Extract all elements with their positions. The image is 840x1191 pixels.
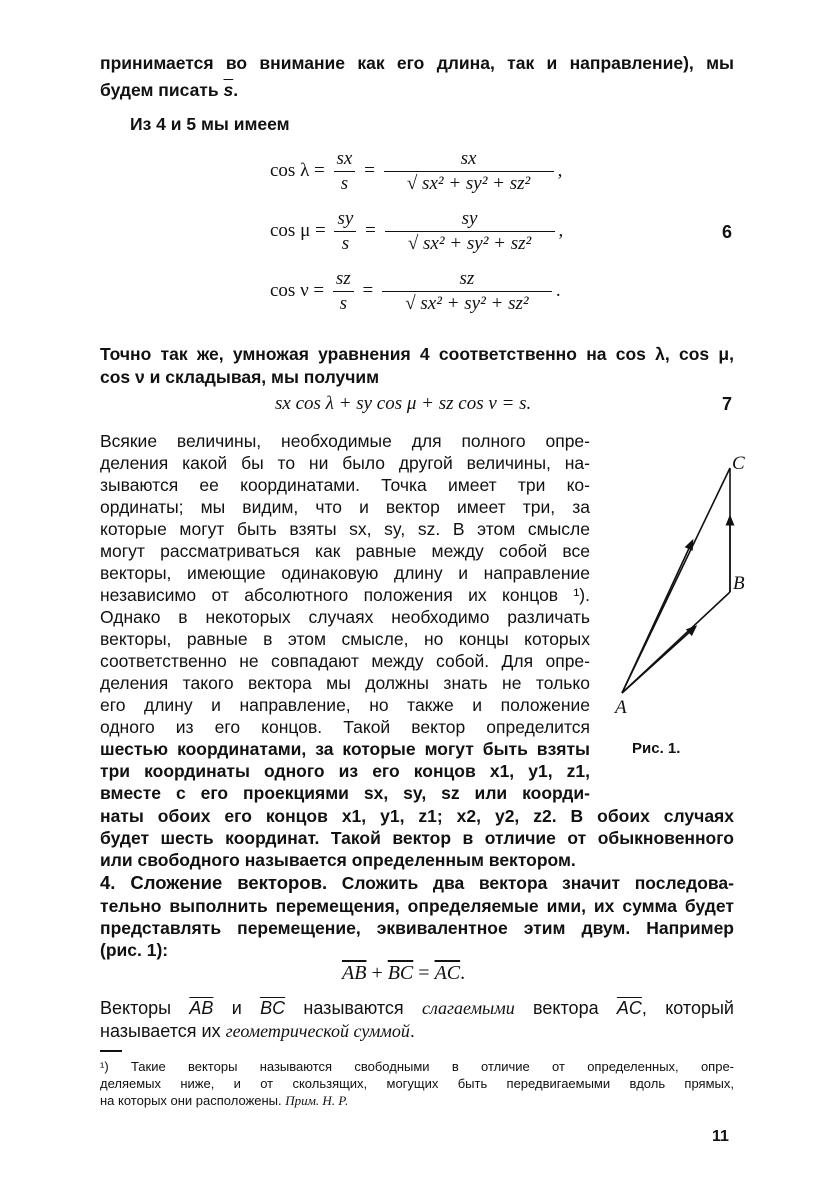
page-number: 11 (712, 1128, 729, 1145)
text-line: векторы, имеющие одинаковую длину и направление (100, 563, 590, 583)
numerator: sy (334, 208, 356, 232)
text-line: будет шесть координат. Такой вектор в отличие от обыкновенного (100, 828, 734, 848)
vector-ab: $\overline{AB}$ (342, 962, 367, 984)
vector-bc: $\overline{BC}$ (260, 998, 286, 1018)
text-span: вектора (514, 998, 617, 1018)
text-line: зываются ее координатами. Точка имеет три ко- (100, 475, 590, 495)
fraction (334, 208, 356, 255)
text-line: деления какой бы то ни было другой величины, на- (100, 453, 590, 473)
vector-symbol: $\overline{s}$ (223, 80, 234, 100)
section-heading: 4. Сложение векторов. (100, 872, 328, 893)
text-line: вместе с его проекциями sx, sy, sz или коорди- (100, 783, 590, 803)
point-b-label: B (733, 573, 745, 594)
text-line (100, 1020, 734, 1042)
equation-number-7: 7 (722, 394, 733, 414)
text-line: соответственно не совпадают между собой. Для опре- (100, 651, 590, 671)
denominator: √ sx² + sy² + sz² (406, 173, 531, 194)
point-a-label: A (615, 697, 627, 718)
vector-ac: $\overline{AC}$ (616, 998, 642, 1018)
italic-term: геометрической суммой (225, 1021, 410, 1041)
numerator: sx (334, 148, 356, 172)
vector-bc: $\overline{BC}$ (387, 962, 414, 984)
denominator: √ sx² + sy² + sz² (407, 233, 532, 254)
vector-ab: $\overline{AB}$ (189, 998, 214, 1018)
text-line: векторы, равные в этом смысле, но концы которых (100, 629, 590, 649)
text-line: могут рассматриваться как равные между собой все (100, 541, 590, 561)
footnote-rule (100, 1050, 122, 1052)
text-span: Векторы (100, 998, 190, 1018)
text-line: Точно так же, умножая уравнения 4 соответственно на cos λ, cos μ, (100, 344, 734, 364)
text-line: представлять перемещение, эквивалентное этим двум. Например (100, 918, 734, 938)
text-line: наты обоих его концов x1, y1, z1; x2, y2, z2. В обоих случаях (100, 806, 734, 826)
point-c-label: C (732, 453, 745, 474)
text-line: Всякие величины, необходимые для полного опре- (100, 431, 590, 451)
fraction (384, 148, 554, 195)
denominator: s (340, 173, 349, 194)
section-heading-line (100, 872, 734, 894)
plus-sign: + (366, 962, 388, 984)
vector-ab-arrow (622, 629, 693, 693)
text-line: три координаты одного из его концов x1, y1, z1, (100, 761, 590, 781)
equation-7 (275, 393, 531, 415)
text-line: одного из его концов. Такой вектор определится (100, 717, 590, 737)
eq7-expr: sx cos λ + sy cos μ + sz cos ν = s. (275, 393, 532, 414)
vector-figure (600, 440, 740, 740)
numerator: sx (384, 148, 554, 172)
text-line: независимо от абсолютного положения их концов ¹). (100, 585, 590, 605)
text-span: . (233, 80, 239, 100)
intro-text: Из 4 и 5 мы имеем (130, 114, 290, 134)
text-line: cos ν и складывая, мы получим (100, 367, 380, 387)
text-line: шестью координатами, за которые могут быть взяты (100, 739, 590, 759)
numerator: sy (385, 208, 555, 232)
fraction (334, 148, 356, 195)
footnote-line (100, 1092, 734, 1109)
text-span: . (409, 1021, 415, 1041)
numerator: sz (382, 268, 552, 292)
denominator: s (339, 293, 347, 314)
denominator: √ sx² + sy² + sz² (405, 293, 529, 314)
numerator: sz (333, 268, 354, 292)
footnote-line: деляемых ниже, и от скользящих, могущих быть передвигаемыми вдоль прямых, (100, 1076, 734, 1091)
eq-lhs: cos ν = (270, 279, 325, 301)
text-line: которые могут быть взяты sx, sy, sz. В этом смысле (100, 519, 590, 539)
eq-end: . (460, 962, 466, 984)
text-line: ординаты; мы видим, что и вектор имеет три, за (100, 497, 590, 517)
text-line (100, 79, 734, 101)
footnote-line: ¹) Такие векторы называются свободными в отличие от определенных, опре- (100, 1059, 734, 1074)
text-span: Сложить два вектора значит последова- (327, 873, 734, 893)
text-span: называется их (100, 1021, 226, 1041)
text-line (100, 997, 734, 1019)
fraction (385, 208, 555, 255)
text-line: тельно выполнить перемещения, определяемые ими, их сумма будет (100, 896, 734, 916)
eq-end: , (558, 219, 564, 241)
text-line: деления такого вектора мы должны знать не только (100, 673, 590, 693)
text-span: на которых они расположены. (100, 1093, 286, 1108)
denominator: s (341, 233, 350, 254)
text-line: его длину и направление, но также и положение (100, 695, 590, 715)
equation-row-1: cos λ = $\frac{sx}{s}$ = $\frac{sx}{\text{√ sx² + sy² + sz²}}$ , (270, 148, 563, 194)
text-span: будем писать (100, 80, 224, 100)
text-line: (рис. 1): (100, 940, 169, 960)
vector-sum-equation (342, 962, 465, 985)
vector-ac-arrow (622, 544, 691, 693)
equation-row-3: cos ν = $\frac{sz}{s}$ = $\frac{sz}{\text{√ sx² + sy² + sz²}}$ . (270, 268, 561, 314)
figure-caption: Рис. 1. (632, 740, 681, 757)
equation-row-2: cos μ = $\frac{sy}{s}$ = $\frac{sy}{\text{√ sx² + sy² + sz²}}$ , (270, 208, 564, 254)
fraction (333, 268, 354, 315)
eq-lhs: cos μ = (270, 219, 326, 241)
fraction (382, 268, 552, 315)
text-span: и (213, 998, 261, 1018)
eq-lhs: cos λ = (270, 159, 325, 181)
text-line: Однако в некоторых случаях необходимо различать (100, 607, 590, 627)
text-line: или свободного называется определенным вектором. (100, 850, 576, 870)
text-span: , который (641, 998, 734, 1018)
italic-term: слагаемыми (421, 998, 515, 1018)
vector-ac: $\overline{AC}$ (434, 962, 461, 984)
footnote-note: Прим. Н. Р. (285, 1093, 349, 1108)
equation-number-6: 6 (722, 222, 733, 242)
text-line: принимается во внимание как его длина, так и направление), мы (100, 53, 734, 73)
equals-sign: = (413, 962, 435, 984)
eq-end: , (557, 159, 563, 181)
eq-end: . (555, 279, 561, 301)
text-span: называются (285, 998, 422, 1018)
